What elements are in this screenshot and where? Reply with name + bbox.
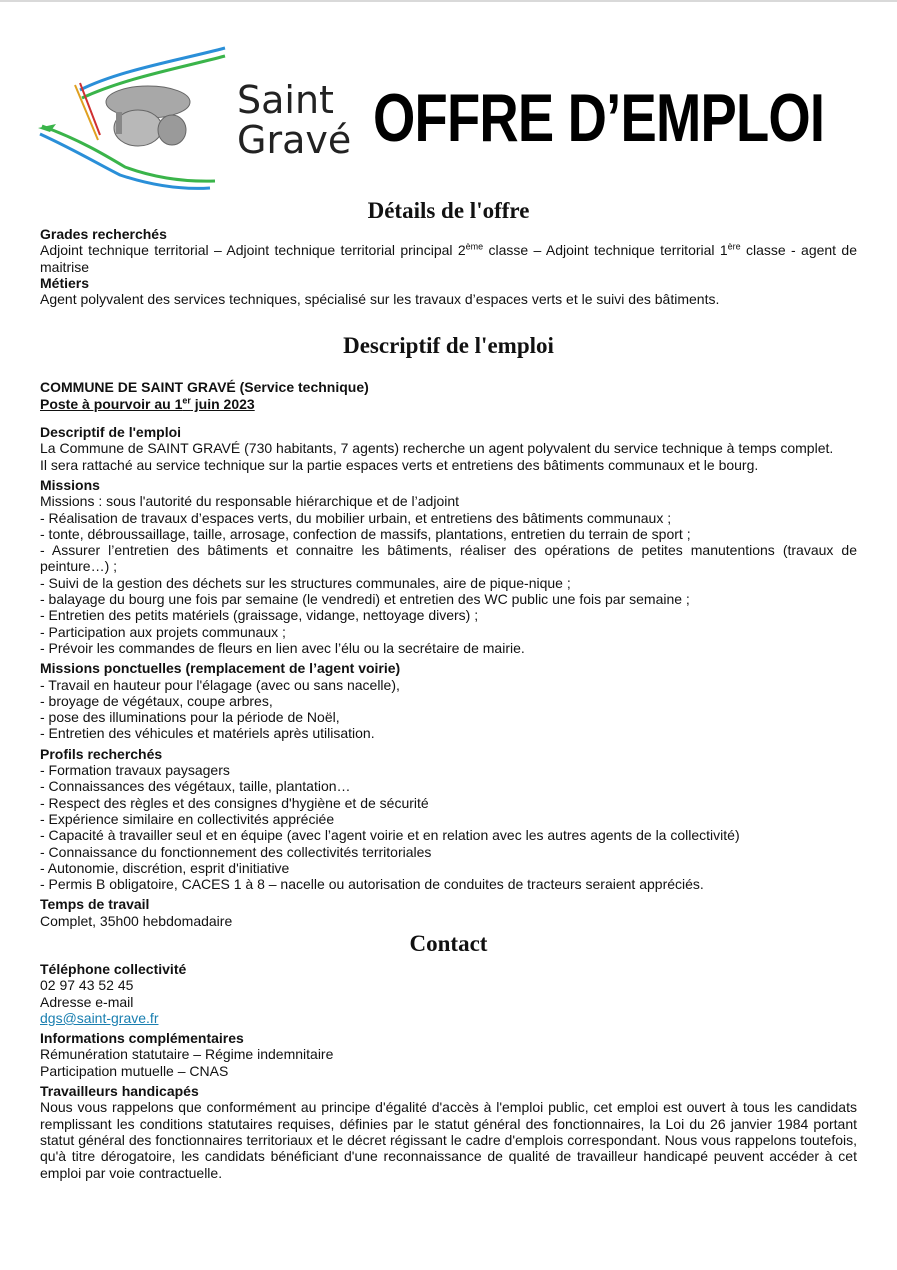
list-item: Missions : sous l'autorité du responsable hiérarchique et de l’adjoint	[40, 493, 460, 510]
commune-name: COMMUNE DE SAINT GRAVÉ (Service technique)	[40, 379, 369, 396]
list-item: - Entretien des petits matériels (graissage, vidange, nettoyage divers) ;	[40, 607, 479, 624]
list-item: - Autonomie, discrétion, esprit d'initiative	[40, 859, 290, 876]
top-border	[0, 0, 897, 2]
desc-text2: Il sera rattaché au service technique sur la partie espaces verts et entretiens des bâtiments communaux et le bourg.	[40, 456, 759, 473]
contact-heading: Contact	[409, 930, 488, 956]
grades-part2: classe – Adjoint technique territorial 1	[483, 242, 728, 259]
temps-text: Complet, 35h00 hebdomadaire	[40, 912, 233, 929]
handi-label: Travailleurs handicapés	[40, 1083, 199, 1100]
list-item: - pose des illuminations pour la période de Noël,	[40, 709, 340, 726]
list-item: - Formation travaux paysagers	[40, 762, 230, 779]
info-list	[40, 1046, 857, 1079]
grades-label: Grades recherchés	[40, 226, 167, 242]
list-item: Rémunération statutaire – Régime indemnitaire	[40, 1046, 334, 1063]
list-item: - tonte, débroussaillage, taille, arrosage, confection de massifs, plantations, entretien du terrain de sport ;	[40, 525, 691, 542]
grades-sup1: ème	[465, 241, 484, 252]
desc-label: Descriptif de l'emploi	[40, 424, 182, 441]
profils-label: Profils recherchés	[40, 745, 163, 762]
list-item: - Prévoir les commandes de fleurs en lien avec l’élu ou la secrétaire de mairie.	[40, 639, 525, 656]
list-item: - Travail en hauteur pour l'élagage (avec ou sans nacelle),	[40, 676, 400, 693]
ponctuelles-list	[40, 677, 857, 742]
document-body	[40, 196, 857, 1181]
logo-wordmark	[237, 80, 351, 160]
desc-text1: La Commune de SAINT GRAVÉ (730 habitants, 7 agents) recherche un agent polyvalent du service technique à temps complet.	[40, 440, 834, 457]
tel-label: Téléphone collectivité	[40, 960, 187, 977]
missions-list	[40, 493, 857, 656]
email-label: Adresse e-mail	[40, 993, 134, 1010]
info-label: Informations complémentaires	[40, 1030, 244, 1047]
list-item: - Participation aux projets communaux ;	[40, 623, 286, 640]
list-item: - Suivi de la gestion des déchets sur les structures communales, aire de pique-nique ;	[40, 574, 571, 591]
poste-part2: juin 2023	[190, 395, 255, 412]
page-title: OFFRE D’EMPLOI	[373, 80, 825, 156]
list-item: - Expérience similaire en collectivités appréciée	[40, 810, 335, 827]
header	[30, 40, 870, 195]
missions-label: Missions	[40, 476, 100, 493]
list-item: - Connaissances des végétaux, taille, plantation…	[40, 778, 351, 795]
list-item: - Capacité à travailler seul et en équipe (avec l’agent voirie et en relation avec les autres agents de la collectivité)	[40, 827, 740, 844]
details-heading: Détails de l'offre	[367, 198, 530, 223]
logo-line2: Gravé	[237, 118, 352, 162]
list-item: - balayage du bourg une fois par semaine (le vendredi) et entretien des WC public une fois par semaine ;	[40, 591, 690, 608]
descriptif-heading: Descriptif de l'emploi	[343, 333, 554, 359]
list-item: - Réalisation de travaux d’espaces verts, du mobilier urbain, et entretiens des bâtiments communaux ;	[40, 509, 672, 526]
grades-part1: Adjoint technique territorial – Adjoint technique territorial principal 2	[40, 242, 466, 259]
list-item: - Entretien des véhicules et matériels après utilisation.	[40, 725, 375, 742]
profils-list	[40, 762, 857, 892]
email-link[interactable]: dgs@saint-grave.fr	[40, 1009, 159, 1026]
metiers-label: Métiers	[40, 274, 90, 291]
grades-part3: classe - agent de maitrise	[40, 242, 857, 275]
ponctuelles-label: Missions ponctuelles (remplacement de l’agent voirie)	[40, 660, 401, 677]
list-item: - broyage de végétaux, coupe arbres,	[40, 692, 273, 709]
grades-text	[40, 242, 857, 275]
list-item: - Connaissance du fonctionnement des collectivités territoriales	[40, 843, 432, 860]
metiers-text: Agent polyvalent des services techniques, spécialisé sur les travaux d’espaces verts et le suivi des bâtiments.	[40, 291, 720, 308]
logo-line1: Saint	[237, 78, 334, 122]
list-item: - Respect des règles et des consignes d'hygiène et de sécurité	[40, 794, 429, 811]
handi-text: Nous vous rappelons que conformément au principe d'égalité d'accès à l'emploi public, cet emploi est ouvert à tous les candidats remplissant les conditions statutaires requises, définies par le statut général des fonctionnaires, la Loi du 26 janvier 1984 portant statut général des fonctionnaires territoriaux et le décret régissant le cadre d'emplois correspondant. Nous vous rappelons toutefois, qu'à titre dérogatoire, les candidats bénéficiant d'une reconnaissance de qualité de travailleur handicapé peuvent accéder à cet emploi par voie contractuelle.	[40, 1099, 857, 1181]
poste-date	[40, 396, 857, 412]
grades-sup2: ère	[727, 241, 741, 252]
poste-sup: er	[182, 395, 191, 406]
list-item: - Permis B obligatoire, CACES 1 à 8 – nacelle ou autorisation de conduites de tracteurs seraient appréciés.	[40, 876, 704, 893]
saint-grave-logo-icon	[30, 40, 230, 195]
poste-part1: Poste à pourvoir au 1	[40, 395, 183, 412]
list-item: Participation mutuelle – CNAS	[40, 1062, 229, 1079]
tel-value: 02 97 43 52 45	[40, 977, 134, 994]
list-item: - Assurer l’entretien des bâtiments et connaitre les bâtiments, réaliser des opérations de petites manutentions (travaux de peinture…) ;	[40, 542, 857, 575]
temps-label: Temps de travail	[40, 896, 150, 913]
